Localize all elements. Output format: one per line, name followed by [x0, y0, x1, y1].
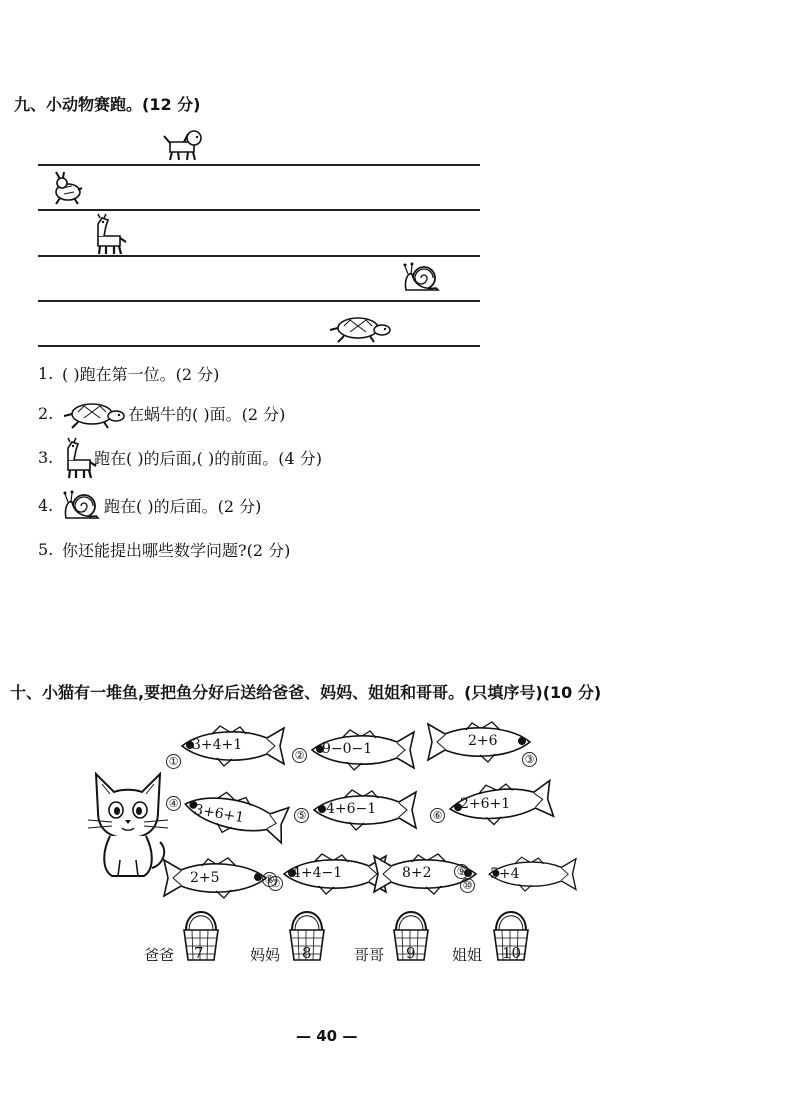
fish-expression: 2+6 — [468, 733, 498, 749]
fish-expression: 2+5 — [190, 870, 220, 886]
fish-id: ⑥ — [430, 808, 445, 823]
basket-label: 姐姐 — [452, 946, 483, 964]
basket-number: 10 — [502, 944, 522, 962]
fish-4 — [166, 788, 278, 838]
question-text: ( )跑在第一位。(2 分) — [62, 365, 220, 384]
fish-id: ⑧ — [262, 872, 277, 887]
fish-id: ⑤ — [294, 808, 309, 823]
question-text: 在蜗牛的( )面。(2 分) — [128, 404, 286, 424]
fish-expression: 5+4 — [490, 866, 520, 882]
question-2 — [38, 400, 285, 426]
fish-1 — [166, 724, 290, 768]
basket-number: 7 — [194, 944, 204, 962]
question-text: 你还能提出哪些数学问题?(2 分) — [62, 541, 291, 560]
turtle-icon — [62, 400, 126, 426]
horse-icon — [62, 440, 92, 474]
question-3 — [38, 440, 322, 474]
turtle-icon — [328, 314, 392, 344]
question-number: 1. — [38, 364, 54, 383]
fish-id: ① — [166, 754, 181, 769]
race-lane-line — [38, 345, 480, 347]
dog-icon — [162, 128, 202, 162]
fish-expression: 9−0−1 — [322, 741, 373, 757]
question-text: 跑在( )的后面。(2 分) — [104, 496, 262, 516]
basket-number: 8 — [302, 944, 312, 962]
basket-number: 9 — [406, 944, 416, 962]
fish-id: ④ — [166, 796, 181, 811]
fish-id: ② — [292, 748, 307, 763]
question-1 — [38, 362, 219, 385]
fish-expression: 3+4+1 — [192, 737, 243, 753]
fish-10 — [460, 854, 560, 902]
question-number: 2. — [38, 403, 54, 423]
basket-label: 妈妈 — [250, 946, 281, 964]
fish-expression: 3+6+1 — [192, 801, 246, 827]
fish-3 — [424, 722, 552, 766]
fish-expression: 4+6−1 — [326, 801, 377, 817]
fish-2 — [292, 730, 416, 774]
rabbit-icon — [52, 172, 86, 206]
fish-expression: 4+4−1 — [292, 865, 343, 881]
fish-expression: 2+6+1 — [460, 796, 511, 812]
fish-6 — [430, 784, 548, 832]
race-lane-line — [38, 164, 480, 166]
basket-brother — [354, 908, 434, 966]
basket-label: 爸爸 — [144, 946, 175, 964]
fish-id: ③ — [522, 752, 537, 767]
fish-id: ⑩ — [460, 878, 475, 893]
basket-dad — [144, 908, 224, 966]
race-lane-line — [38, 300, 480, 302]
race-lane-line — [38, 209, 480, 211]
question-number: 4. — [38, 495, 54, 515]
fish-id: ⑨ — [454, 864, 469, 879]
question-5 — [38, 538, 290, 561]
race-lane-line — [38, 255, 480, 257]
fish-id: ⑦ — [268, 876, 283, 891]
fish-8 — [262, 854, 382, 898]
question-number: 5. — [38, 540, 54, 559]
horse-icon — [92, 216, 128, 254]
question-number: 3. — [38, 447, 54, 467]
basket-sister — [452, 908, 536, 966]
snail-icon — [402, 262, 442, 294]
section10-title: 十、小猫有一堆鱼,要把鱼分好后送给爸爸、妈妈、姐姐和哥哥。(只填序号)(10 分) — [10, 683, 602, 702]
basket-label: 哥哥 — [354, 946, 385, 964]
cat-icon — [88, 772, 168, 880]
question-text: 跑在( )的后面,( )的前面。(4 分) — [94, 448, 322, 468]
question-4 — [38, 490, 261, 520]
page-number: — 40 — — [296, 1027, 358, 1045]
snail-icon — [62, 490, 102, 520]
fish-5 — [294, 790, 410, 834]
fish-expression: 8+2 — [402, 865, 432, 881]
section9-title: 九、小动物赛跑。(12 分) — [14, 95, 201, 114]
basket-mom — [250, 908, 330, 966]
